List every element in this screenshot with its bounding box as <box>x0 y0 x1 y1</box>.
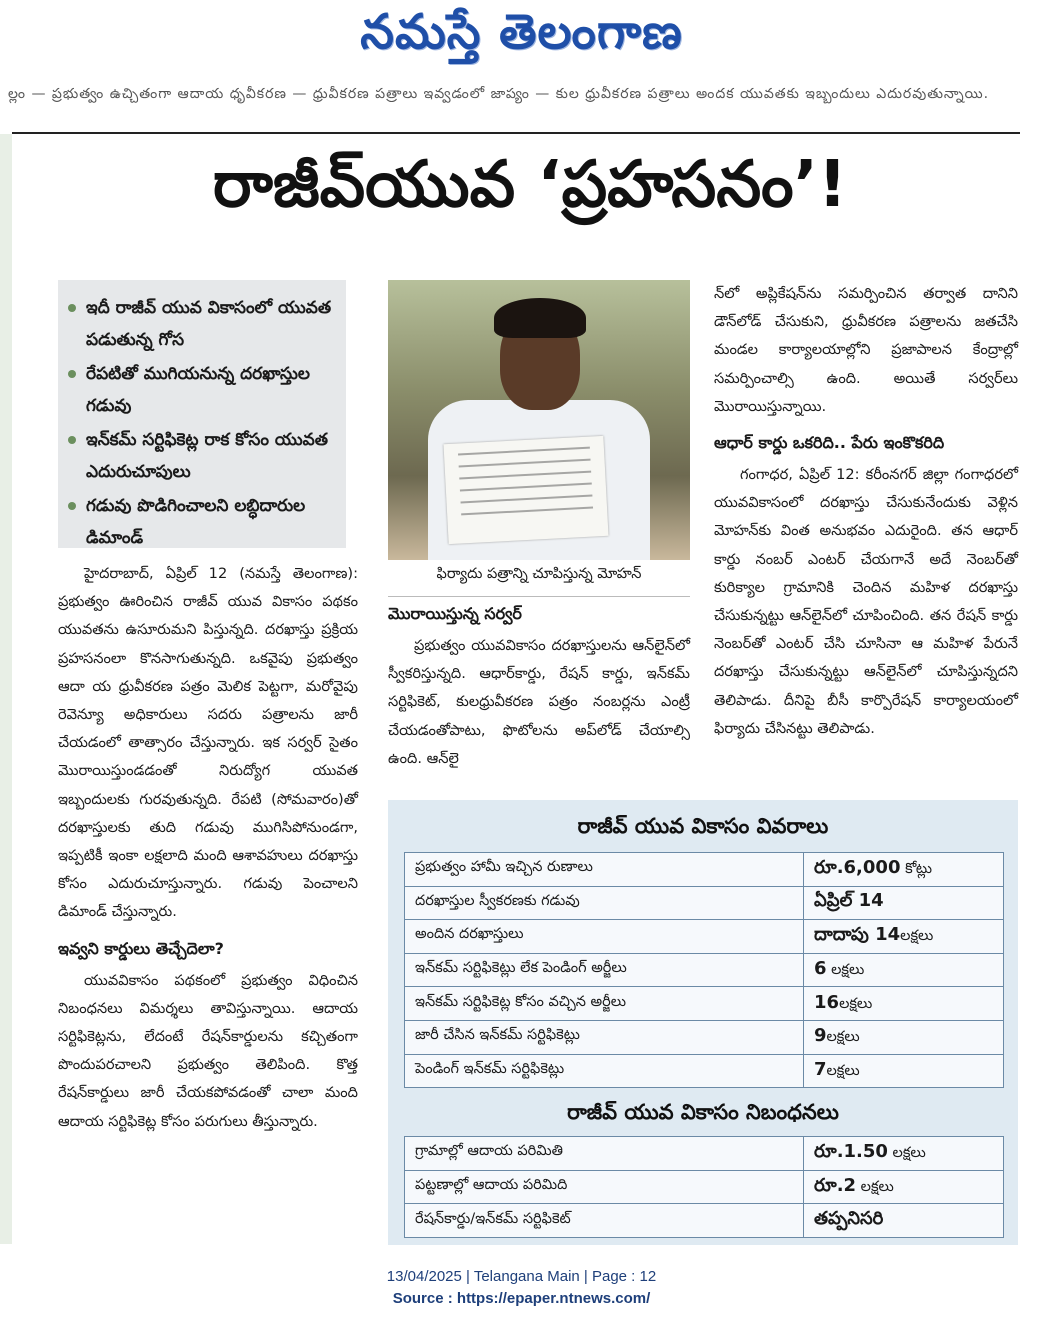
article-left-column <box>58 560 358 1136</box>
row-label: పెండింగ్ ఇన్‌కమ్ సర్టిఫికెట్లు <box>405 1054 804 1088</box>
rules-table <box>404 1136 1004 1238</box>
masthead <box>0 0 1043 80</box>
headline: రాజీవ్‌యువ ‘ప్రహసనం’! <box>212 148 848 222</box>
divider <box>388 596 690 597</box>
table-row <box>405 1204 1004 1238</box>
footer-date-line: 13/04/2025 | Telangana Main | Page : 12 <box>386 1268 657 1285</box>
news-photo <box>388 280 690 560</box>
table-row <box>405 1137 1004 1171</box>
article-right-column <box>714 280 1018 743</box>
highlight-item: ఇన్‌కమ్ సర్టిఫికెట్ల రాక కోసం యువత ఎదురుచూపులు <box>86 424 332 488</box>
highlight-item: గడువు పొడిగించాలని లబ్ధిదారుల డిమాండ్ <box>86 490 332 554</box>
table-title: రాజీవ్ యువ వికాసం వివరాలు <box>577 814 829 838</box>
photo-document <box>443 436 608 544</box>
article-middle-column <box>388 600 690 773</box>
table-row <box>405 987 1004 1021</box>
row-value: 16లక్షలు <box>804 987 1004 1021</box>
bullet-icon <box>68 304 76 312</box>
table-row <box>405 1170 1004 1204</box>
table-title: రాజీవ్ యువ వికాసం నిబంధనలు <box>567 1100 839 1125</box>
photo-figure-hair <box>494 298 586 338</box>
row-value: 7లక్షలు <box>804 1054 1004 1088</box>
row-value: ఏప్రిల్ 14 <box>804 886 1004 920</box>
highlight-item: రేపటితో ముగియనున్న దరఖాస్తుల గడువు <box>86 358 332 422</box>
table-row <box>405 853 1004 887</box>
table-row <box>405 920 1004 954</box>
highlight-item: ఇదీ రాజీవ్ యువ వికాసంలో యువత పడుతున్న గోస <box>86 292 332 356</box>
table-row <box>405 1054 1004 1088</box>
article-paragraph: యువవికాసం పథకంలో ప్రభుత్వం విధించిన నిబంధనలు విమర్శలు తావిస్తున్నాయి. ఆదాయ సర్టిఫికెట్లను, లేదంటే రేషన్‌కార్డులను కచ్చితంగా పొందుపరచాలని ప్రభుత్వం తెలిపింది. కొత్త రేషన్‌కార్డులు జారీ చేయకపోవడంతో చాలా మంది ఆదాయ సర్టిఫికెట్ల కోసం పరుగులు తీస్తున్నారు. <box>58 971 358 1130</box>
row-value: రూ.2 లక్షలు <box>804 1170 1004 1204</box>
row-label: రేషన్‌కార్డు/ఇన్‌కమ్ సర్టిఫికెట్ <box>405 1204 804 1238</box>
table-row <box>405 886 1004 920</box>
highlights-box <box>58 280 346 548</box>
bullet-icon <box>68 436 76 444</box>
row-label: ప్రభుత్వం హామీ ఇచ్చిన రుణాలు <box>405 853 804 887</box>
row-value: 6 లక్షలు <box>804 953 1004 987</box>
row-label: ఇన్‌కమ్ సర్టిఫికెట్ల కోసం వచ్చిన అర్జీలు <box>405 987 804 1021</box>
info-table-box <box>388 800 1018 1245</box>
row-value: 9లక్షలు <box>804 1020 1004 1054</box>
article-paragraph: హైదరాబాద్, ఏప్రిల్ 12 (నమస్తే తెలంగాణ): ప్రభుత్వం ఊరించిన రాజీవ్ యువ వికాసం పథకం యువతను ఉసూరుమని పిస్తున్నది. దరఖాస్తు ప్రక్రియ ప్రహసనంలా కొనసాగుతున్నది. ఒకవైపు ప్రభుత్వం ఆదా య ధ్రువీకరణ పత్రం మెలిక పెట్టగా, మరోవైపు రెవెన్యూ అధికారులు సదరు పత్రాలను జారీ చేయడంలో తాత్సారం చేస్తున్నారు. ఇక సర్వర్ సైతం మొరాయిస్తుండడంతో నిరుద్యోగ యువత ఇబ్బందులకు గురవుతున్నది. రేపటి (సోమవారం)తో దరఖాస్తులకు తుది గడువు ముగిసిపోనుండగా, ఇప్పటికీ ఇంకా లక్షలాది మంది ఆశావహులు దరఖాస్తు కోసం ఎదురుచూస్తున్నారు. గడువు పెంచాలని డిమాండ్ చేస్తున్నారు. <box>58 565 358 921</box>
row-label: పట్టణాల్లో ఆదాయ పరిమిది <box>405 1170 804 1204</box>
row-label: దరఖాస్తుల స్వీకరణకు గడువు <box>405 886 804 920</box>
footer-source-link[interactable]: Source : https://epaper.ntnews.com/ <box>392 1290 651 1307</box>
row-label: జారీ చేసిన ఇన్‌కమ్ సర్టిఫికెట్లు <box>405 1020 804 1054</box>
row-value: తప్పనిసరి <box>804 1204 1004 1238</box>
article-paragraph: న్‌లో అప్లికేషన్‌ను సమర్పించిన తర్వాత దానిని డౌన్‌లోడ్ చేసుకుని, ధ్రువీకరణ పత్రాలను జతచేసి మండల కార్యాలయాల్లోని ప్రజాపాలన కేంద్రాల్లో సమర్పించాల్సి ఉంది. అయితే సర్వర్‌లు మొరాయిస్తున్నాయి. <box>714 285 1018 415</box>
row-value: దాదాపు 14లక్షలు <box>804 920 1004 954</box>
page-edge-bar <box>0 134 12 1244</box>
subheading: మొరాయిస్తున్న సర్వర్ <box>388 604 522 623</box>
subheading: ఆధార్ కార్డు ఒకరిది.. పేరు ఇంకొకరిది <box>714 433 945 453</box>
row-label: ఇన్‌కమ్ సర్టిఫికెట్లు లేక పెండింగ్ అర్జీలు <box>405 953 804 987</box>
details-table <box>404 852 1004 1088</box>
article-paragraph: గంగాధర, ఏప్రిల్ 12: కరీంనగర్ జిల్లా గంగాధరలో యువవికాసంలో దరఖాస్తు చేసుకునేందుకు వెళ్లిన మోహన్‌కు వింత అనుభవం ఎదురైంది. తన ఆధార్ కార్డు నంబర్ ఎంటర్ చేయగానే అదే నెంబర్‌తో కురిక్యాల గ్రామానికి చెందిన మహిళ దరఖాస్తు చేసుకున్నట్టు ఆన్‌లైన్‌లో చూపించింది. తన రేషన్ కార్డు నెంబర్‌తో ఎంటర్ చేసి చూసినా ఆ మహిళ పేరునే దరఖాస్తు చేసుకున్నట్టు ఆన్‌లైన్‌లో చూపిస్తున్నదని తెలిపాడు. దీనిపై బీసీ కార్పొరేషన్ కార్యాలయంలో ఫిర్యాదు చేసినట్టు తెలిపాడు. <box>714 466 1018 737</box>
bullet-icon <box>68 502 76 510</box>
table-row <box>405 953 1004 987</box>
newspaper-logo: నమస్తే తెలంగాణ <box>360 4 683 60</box>
row-label: అందిన దరఖాస్తులు <box>405 920 804 954</box>
cropped-top-strip: ల్లం — ప్రభుత్వం ఉచ్చితంగా ఆదాయ ధృవీకరణ — ధ్రువీకరణ పత్రాలు ఇవ్వడంలో జాప్యం — కుల ధ్రువీకరణ పత్రాలు అందక యువతకు ఇబ్బందులు ఎదురవుతున్నాయి. <box>8 86 990 102</box>
row-value: రూ.1.50 లక్షలు <box>804 1137 1004 1171</box>
bullet-icon <box>68 370 76 378</box>
photo-caption: ఫిర్యాదు పత్రాన్ని చూపిస్తున్న మోహన్ <box>436 566 642 582</box>
subheading: ఇవ్వని కార్డులు తెచ్చేదెలా? <box>58 938 224 958</box>
article-paragraph: ప్రభుత్వం యువవికాసం దరఖాస్తులను ఆన్‌లైన్‌లో స్వీకరిస్తున్నది. ఆధార్‌కార్డు, రేషన్ కార్డు, ఇన్‌కమ్ సర్టిఫికెట్, కులధ్రువీకరణ పత్రం నంబర్లను ఎంట్రీ చేయడంతోపాటు, ఫొటోలను అప్‌లోడ్ చేయాల్సి ఉంది. ఆన్‌లై <box>388 637 690 767</box>
row-value: రూ.6,000 కోట్లు <box>804 853 1004 887</box>
divider <box>12 132 1020 134</box>
table-row <box>405 1020 1004 1054</box>
page-footer <box>0 1266 1043 1310</box>
row-label: గ్రామాల్లో ఆదాయ పరిమితి <box>405 1137 804 1171</box>
